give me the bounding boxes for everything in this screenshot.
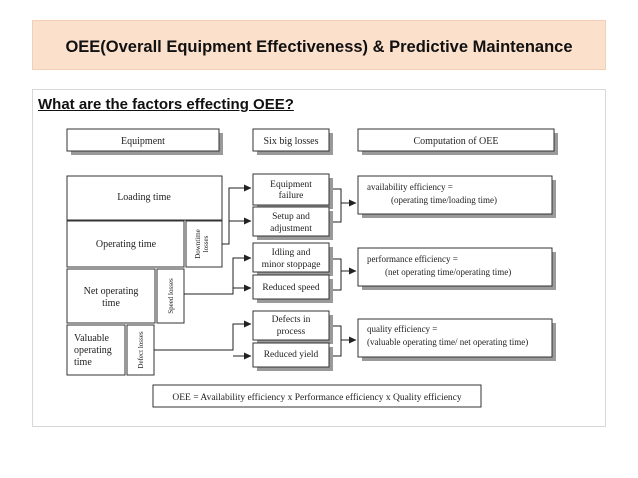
- loss-reduced-yield-label: Reduced yield: [263, 350, 319, 360]
- valuable-label-1: Valuable: [74, 333, 109, 344]
- header-computation: [358, 129, 558, 155]
- loading-time-block: [67, 176, 222, 220]
- loss-equipment-failure-label-2: failure: [278, 191, 304, 201]
- availability-label-2: (operating time/loading time): [391, 195, 497, 205]
- net-operating-label-2: time: [102, 298, 120, 309]
- valuable-label-2: operating: [74, 345, 112, 356]
- loading-time-label: Loading time: [117, 192, 171, 203]
- loss-setup-adjustment: [253, 207, 333, 240]
- loss-defects-label-2: process: [276, 327, 306, 337]
- loss-idling-minor-stoppage: [253, 243, 333, 276]
- downtime-losses-label-1: Downtime: [194, 229, 202, 259]
- header-losses-label: Six big losses: [263, 136, 319, 147]
- performance-label-2: (net operating time/operating time): [385, 267, 512, 277]
- downtime-losses-label-2: losses: [202, 235, 210, 253]
- loss-reduced-speed: [253, 275, 333, 303]
- header-computation-label: Computation of OEE: [413, 136, 499, 147]
- net-operating-label-1: Net operating: [83, 286, 139, 297]
- loss-equipment-failure-label-1: Equipment: [270, 180, 312, 190]
- arrow-defect-defects: [154, 324, 251, 350]
- valuable-operating-time-block: [67, 325, 125, 375]
- bracket-quality: [333, 326, 341, 356]
- loss-defects-label-1: Defects in: [271, 315, 311, 325]
- availability-label-1: availability efficiency =: [367, 182, 453, 192]
- loss-setup-label-2: adjustment: [270, 224, 312, 234]
- availability-box: [358, 176, 556, 218]
- loss-idling-label-2: minor stoppage: [261, 260, 321, 270]
- defect-losses-label: Defect losses: [137, 331, 145, 369]
- arrow-downtime-failure: [222, 188, 251, 244]
- bracket-availability: [333, 189, 341, 222]
- loss-idling-label-1: Idling and: [271, 248, 311, 258]
- loss-defects-in-process: [253, 311, 333, 344]
- oee-formula-box: [153, 385, 481, 407]
- bracket-performance: [333, 259, 341, 290]
- loss-reduced-speed-label: Reduced speed: [262, 283, 320, 293]
- defect-losses-block: [127, 325, 154, 375]
- speed-losses-label: Speed losses: [167, 278, 175, 314]
- performance-label-1: performance efficiency =: [367, 254, 458, 264]
- loss-reduced-yield: [253, 343, 333, 371]
- page-title: OEE(Overall Equipment Effectiveness) & Predictive Maintenance: [65, 38, 573, 56]
- quality-box: [358, 319, 556, 361]
- performance-box: [358, 248, 556, 290]
- valuable-label-3: time: [74, 357, 92, 368]
- quality-label-1: quality efficiency =: [367, 324, 438, 334]
- header-losses: [253, 129, 333, 155]
- subtitle: What are the factors effecting OEE?: [38, 96, 294, 113]
- header-equipment: [67, 129, 223, 155]
- loss-setup-label-1: Setup and: [272, 212, 310, 222]
- net-operating-time-block: [67, 269, 155, 323]
- quality-label-2: (valuable operating time/ net operating time): [367, 337, 529, 347]
- operating-time-label: Operating time: [95, 239, 157, 250]
- operating-time-block: [67, 221, 184, 267]
- header-equipment-label: Equipment: [121, 136, 165, 147]
- downtime-losses-block: [186, 221, 222, 267]
- oee-formula: OEE = Availability efficiency x Performance efficiency x Quality efficiency: [172, 393, 462, 403]
- loss-equipment-failure: [253, 174, 333, 209]
- speed-losses-block: [157, 269, 184, 323]
